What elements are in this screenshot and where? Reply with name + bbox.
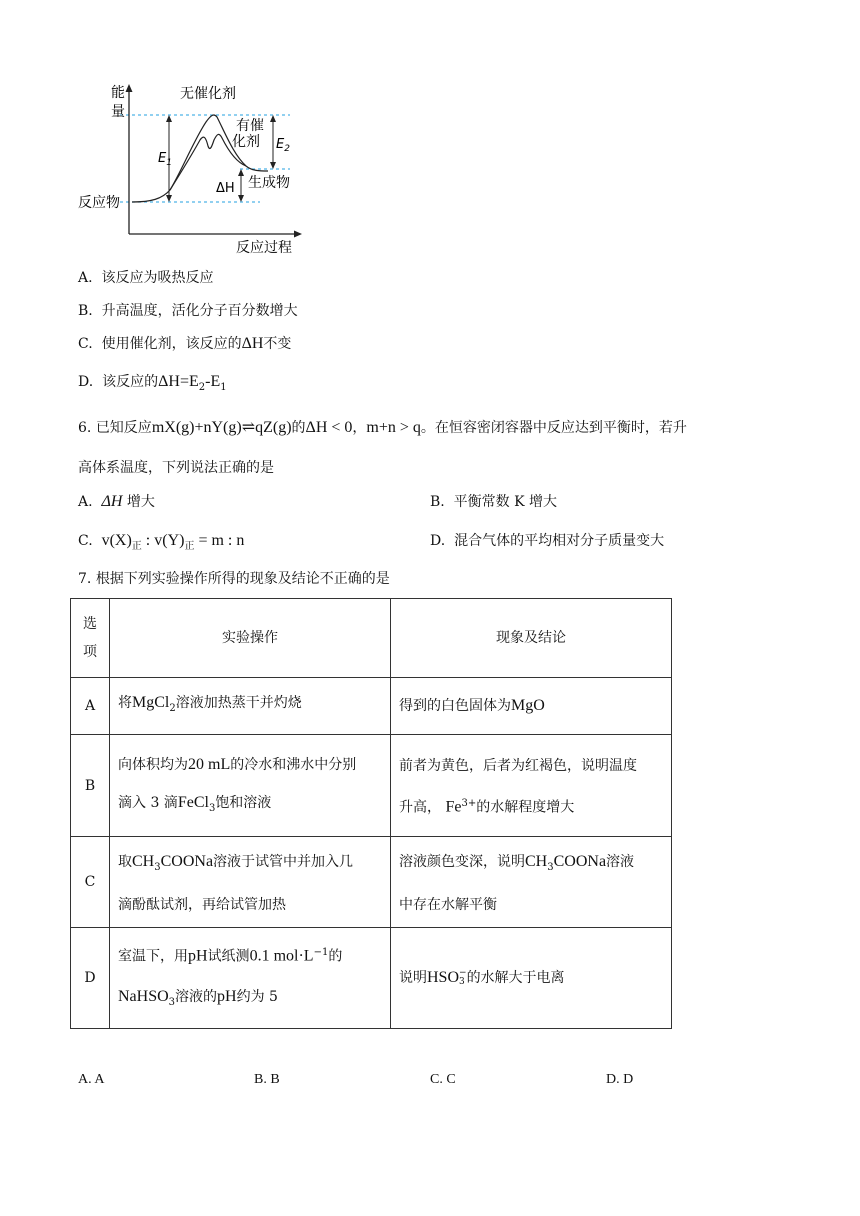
row-operation: 室温下，用pH试纸测0.1 $mol\cdot L^{-1}$的 NaHSO$_3$溶液的pH约为 5 <box>110 928 391 1029</box>
table-header-row <box>71 599 672 678</box>
x-axis-label: 反应过程 <box>236 240 292 256</box>
row-option: C <box>71 837 110 928</box>
label-e1: $E_1$ <box>158 151 172 168</box>
q7-answer-a: A. A <box>78 1072 105 1087</box>
table-row <box>71 928 672 1029</box>
q6-option-b: B. 平衡常数 K 增大 <box>430 494 558 510</box>
q6-option-a: A. ΔH 增大 <box>78 493 155 510</box>
row-operation: 向体积均为20 mL的冷水和沸水中分别 滴入 3 滴FeCl$_3$饱和溶液 <box>110 735 391 837</box>
header-result: 现象及结论 <box>391 599 672 678</box>
experiment-table <box>70 598 672 1029</box>
row-result: 得到的白色固体为MgO <box>391 678 672 735</box>
x-axis-arrow-icon <box>294 231 302 238</box>
dh-arrow-up-icon <box>238 169 244 176</box>
energy-profile-diagram <box>76 80 316 262</box>
table-row <box>71 735 672 837</box>
q6-stem-line-1: 6. 已知反应mX(g)+nY(g)⇌qZ(g)的ΔH < 0，m+n > q。在恒容密闭容器中反应达到平衡时，若升 <box>78 419 687 436</box>
q5-option-c: C. 使用催化剂，该反应的ΔH不变 <box>78 335 292 352</box>
y-axis-arrow-icon <box>126 84 133 92</box>
label-catalyst-2: 化剂 <box>232 134 260 150</box>
q7-stem: 7. 根据下列实验操作所得的现象及结论不正确的是 <box>78 571 390 587</box>
row-option: D <box>71 928 110 1029</box>
row-result: 前者为黄色，后者为红褐色，说明温度 升高， $Fe^{3+}$的水解程度增大 <box>391 735 672 837</box>
label-catalyst-1: 有催 <box>236 118 264 134</box>
e1-arrow-up-icon <box>166 115 172 122</box>
table-row <box>71 837 672 928</box>
q7-answer-b: B. B <box>254 1072 280 1087</box>
label-e2: $E_2$ <box>276 137 290 154</box>
row-operation: 取$CH_3COONa$溶液于试管中并加入几 滴酚酞试剂，再给试管加热 <box>110 837 391 928</box>
y-axis-label-1: 能 <box>111 85 125 101</box>
row-option: A <box>71 678 110 735</box>
dh-arrow-down-icon <box>238 195 244 202</box>
e2-arrow-down-icon <box>270 162 276 169</box>
q5-option-b: B. 升高温度，活化分子百分数增大 <box>78 303 298 319</box>
q6-option-c: C. $v(X)_正$ : $v(Y)_正 = m$ : n <box>78 532 245 552</box>
label-product: 生成物 <box>248 175 290 191</box>
row-result: 溶液颜色变深，说明$CH_3COONa$溶液 中存在水解平衡 <box>391 837 672 928</box>
label-dh: ΔH <box>216 181 235 196</box>
label-reactant: 反应物 <box>78 195 120 211</box>
table-row <box>71 678 672 735</box>
q5-option-a: A. 该反应为吸热反应 <box>78 270 214 286</box>
label-no-catalyst: 无催化剂 <box>180 86 236 102</box>
row-option: B <box>71 735 110 837</box>
q6-option-d: D. 混合气体的平均相对分子质量变大 <box>430 533 665 549</box>
y-axis-label-2: 量 <box>111 104 125 120</box>
q5-option-d: D. 该反应的$\Delta H=E_2-E_1$ <box>78 373 227 393</box>
header-operation: 实验操作 <box>110 599 391 678</box>
q7-answer-d: D. D <box>606 1072 634 1087</box>
row-operation: 将MgCl$_2$溶液加热蒸干并灼烧 <box>110 678 391 735</box>
e1-arrow-down-icon <box>166 195 172 202</box>
e2-arrow-up-icon <box>270 115 276 122</box>
header-option: 选 项 <box>71 599 110 678</box>
q7-answer-c: C. C <box>430 1072 456 1087</box>
row-result: 说明HSO − 3 的水解大于电离 <box>391 928 672 1029</box>
q6-stem-line-2: 高体系温度，下列说法正确的是 <box>78 460 274 476</box>
